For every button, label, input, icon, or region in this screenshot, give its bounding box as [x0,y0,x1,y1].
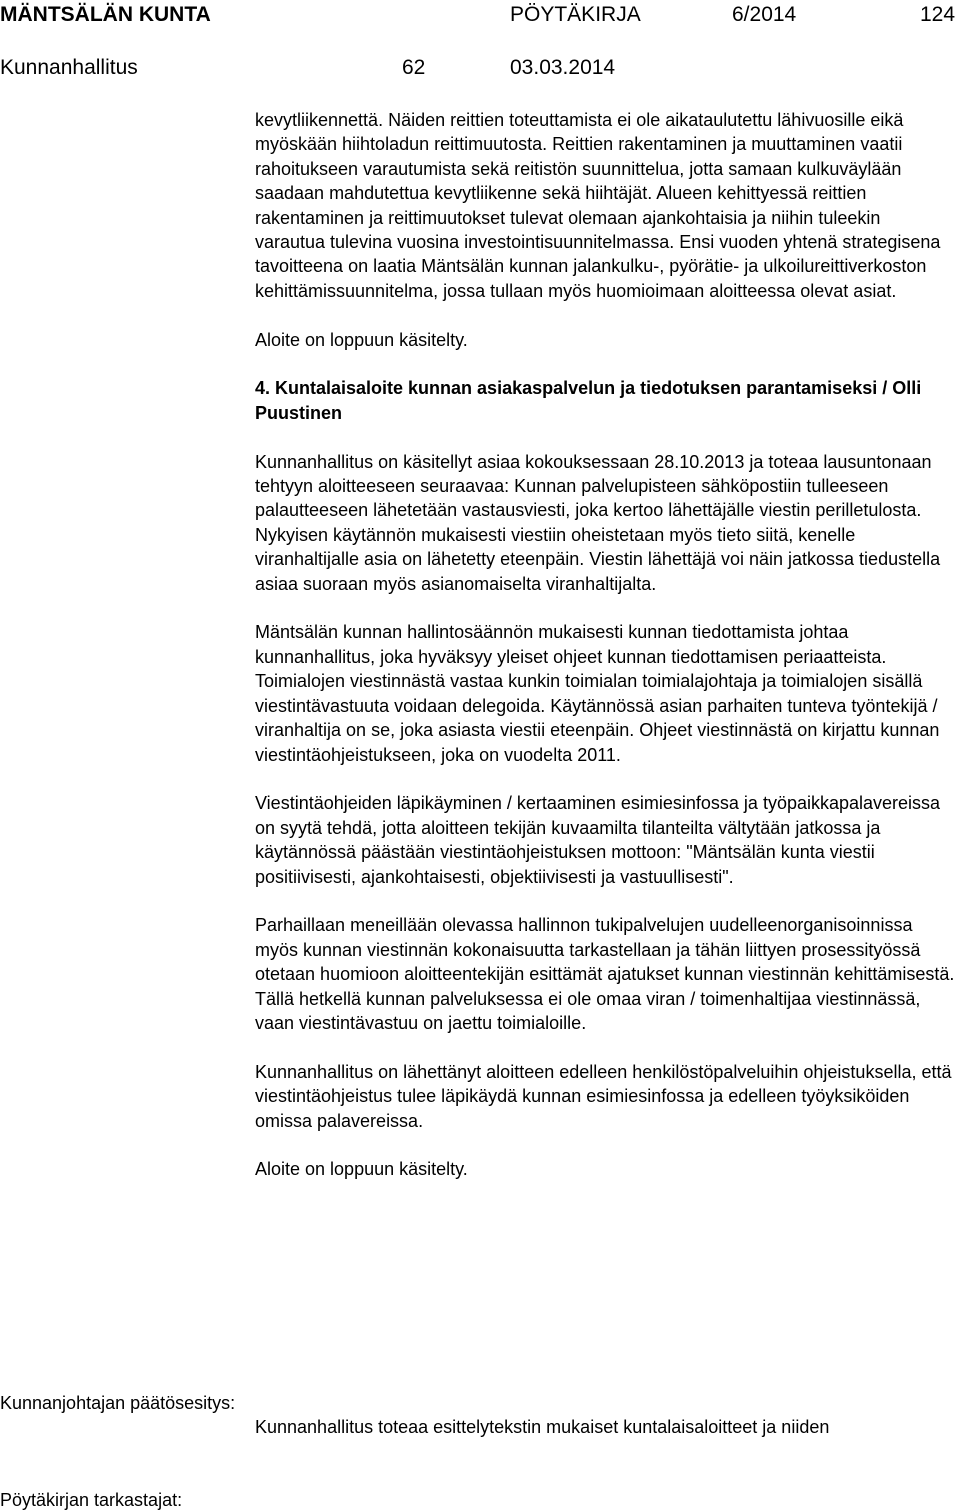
document-body [255,108,955,1182]
paragraph: Aloite on loppuun käsitelty. [255,329,468,350]
paragraph: Kunnanhallitus on käsitellyt asiaa kokouksessaan 28.10.2013 ja toteaa lausuntonaan tehtyyn aloitteeseen seuraavaa: Kunnan palvelupisteen sähköpostiin tulleeseen palautteeseen lähetetään vastausviesti, joka kertoo lähettäjälle viestin perilletulosta. Nykyisen käytännön mukaisesti viestiin oheistetaan myös tieto siitä, kenelle viranhaltijalle asia on lähetetty eteenpäin. Viestin lähettäjä voi näin jatkossa tiedustella asiaa suoraan myös asianomaiselta viranhaltijalta. [255,451,941,594]
governing-body: Kunnanhallitus [0,56,138,79]
paragraph: kevytliikennettä. Näiden reittien toteuttamista ei ole aikataulutettu lähivuosille eikä myöskään hiihtoladun reittimuutosta. Reittien rakentaminen ja muuttaminen vaatii rahoitukseen varautumista sekä reitistön suunnittelua, jotta samaan kulkuväylään saadaan mahdutettua kevytliikenne sekä hiihtäjät. Alueen kehittyessä reittien rakentaminen ja reittimuutokset tulevat olemaan ajankohtaisia ja niihin tuleekin varautua tulevina vuosina investointisuunnitelmassa. Ensi vuoden yhtenä strategisena tavoitteena on laatia Mäntsälän kunnan jalankulku-, pyörätie- ja ulkoilureittiverkoston kehittämissuunnitelma, jossa tullaan myös huomioimaan aloitteessa olevat asiat. [255,110,941,301]
section-heading: 4. Kuntalaisaloite kunnan asiakaspalvelun ja tiedotuksen parantamiseksi / Olli Puustinen [255,378,922,423]
meeting-date: 03.03.2014 [510,56,616,79]
document-type: PÖYTÄKIRJA [510,3,641,26]
paragraph: Aloite on loppuun käsitelty. [255,1159,468,1180]
section-number: 62 [402,56,426,79]
paragraph: Mäntsälän kunnan hallintosäännön mukaisesti kunnan tiedottamista johtaa kunnanhallitus, joka hyväksyy yleiset ohjeet kunnan tiedottamisen periaatteista. Toimialojen viestinnästä vastaa kunkin toimialan toimialajohtaja ja toimialojen sisällä viestintävastuuta voidaan delegoida. Käytännössä asian parhaiten tunteva työntekijä / viranhaltija on se, joka asiasta viestii eteenpäin. Ohjeet viestinnästä on kirjattu kunnan viestintäohjeistukseen, joka on vuodelta 2011. [255,622,940,765]
paragraph: Parhaillaan meneillään olevassa hallinnon tukipalvelujen uudelleenorganisoinnissa myös kunnan viestinnän kokonaisuutta tarkastellaan ja tähän liittyen prosessityössä otetaan huomioon aloitteentekijän esittämät ajatukset kunnan viestinnän kehittämisestä. Tällä hetkellä kunnan palveluksessa ei ole omaa viran / toimenhaltijaa viestinnässä, vaan viestintävastuu on jaettu toimialoille. [255,915,955,1033]
paragraph: Kunnanhallitus on lähettänyt aloitteen edelleen henkilöstöpalveluihin ohjeistuksella, että viestintäohjeistus tulee läpikäydä kunnan esimiesinfossa ja edelleen työyksiköiden omissa palavereissa. [255,1061,952,1131]
organization-name: MÄNTSÄLÄN KUNTA [0,3,211,26]
decision-label: Kunnanjohtajan päätösesitys: [0,1393,236,1413]
page-number: 124 [920,3,956,26]
document-issue: 6/2014 [732,3,797,26]
reviewers-label: Pöytäkirjan tarkastajat: [0,1490,183,1510]
page-header [0,0,960,90]
decision-text: Kunnanhallitus toteaa esittelytekstin mukaiset kuntalaisaloitteet ja niiden [255,1417,830,1437]
paragraph: Viestintäohjeiden läpikäyminen / kertaaminen esimiesinfossa ja työpaikkapalavereissa on syytä tehdä, jotta aloitteen tekijän kuvaamilta tilanteilta vältytään jatkossa ja käytännössä päästään viestintäohjeistuksen mottoon: "Mäntsälän kunta viestii positiivisesti, ajankohtaisesti, objektiivisesti ja vastuullisesti". [255,793,941,887]
